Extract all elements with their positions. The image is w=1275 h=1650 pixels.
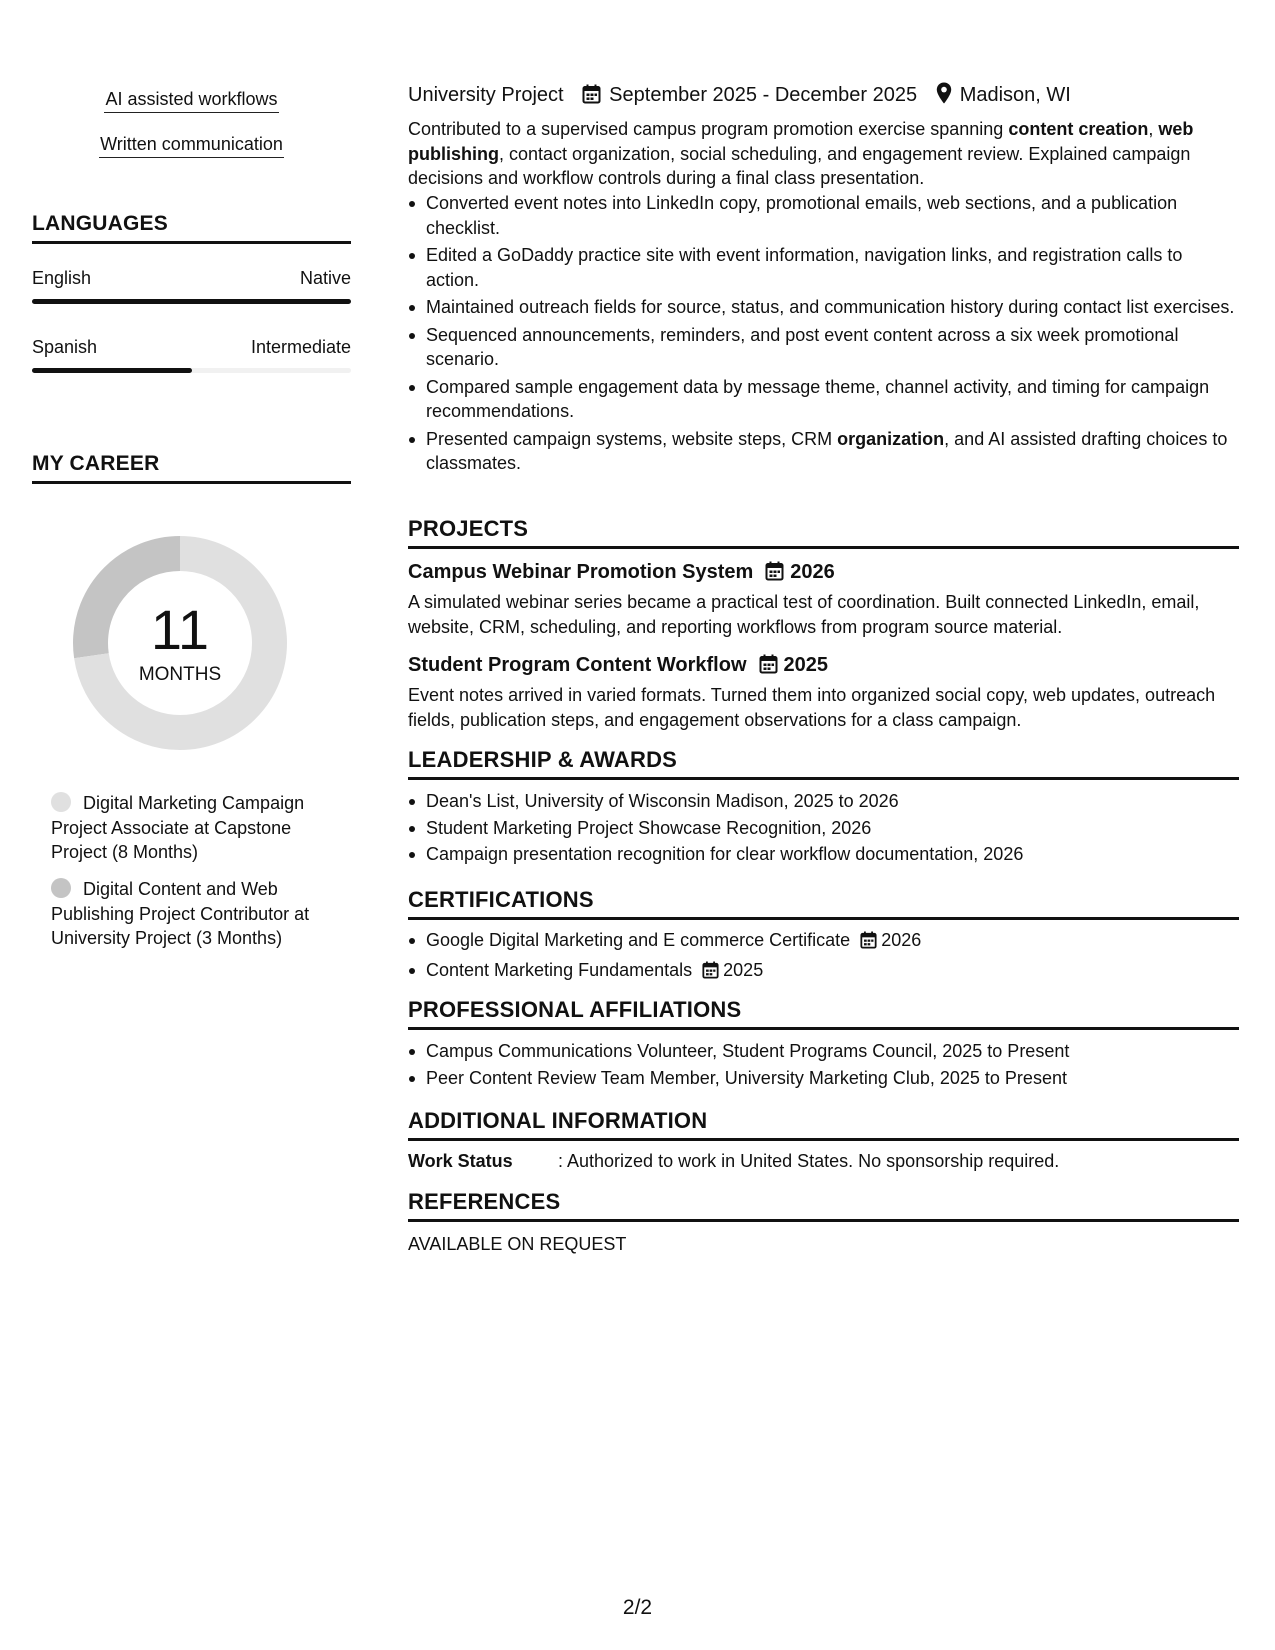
career-item — [51, 791, 341, 865]
additional-info-heading: ADDITIONAL INFORMATION — [408, 1108, 1239, 1141]
list-item — [408, 928, 1239, 956]
career-item — [51, 877, 341, 951]
list-item: Student Marketing Project Showcase Recognition, 2026 — [408, 816, 1239, 841]
calendar-icon — [702, 961, 719, 986]
language-row — [32, 337, 351, 359]
career-item-text: Digital Content and Web Publishing Project Contributor at University Project (3 Months) — [51, 879, 310, 948]
bullet-bold: organization — [837, 428, 945, 449]
experience-summary — [408, 117, 1239, 191]
references-heading: REFERENCES — [408, 1189, 1239, 1222]
career-item-text: Digital Marketing Campaign Project Associate at Capstone Project (8 Months) — [51, 793, 305, 862]
list-item: Dean's List, University of Wisconsin Madison, 2025 to 2026 — [408, 789, 1239, 814]
list-item — [408, 958, 1239, 986]
list-item: Campaign presentation recognition for clear workflow documentation, 2026 — [408, 842, 1239, 867]
list-item: Campus Communications Volunteer, Student Programs Council, 2025 to Present — [408, 1039, 1239, 1064]
list-item: Maintained outreach fields for source, status, and communication history during contact list exercises. — [408, 295, 1239, 320]
skill-label: Written communication — [99, 133, 284, 158]
list-item: Converted event notes into LinkedIn copy, promotional emails, web sections, and a publication checklist. — [408, 191, 1239, 240]
leadership-heading: LEADERSHIP & AWARDS — [408, 747, 1239, 780]
summary-bold: web publishing — [408, 119, 1194, 164]
project-year: 2025 — [783, 654, 829, 676]
references-text: AVAILABLE ON REQUEST — [408, 1234, 627, 1254]
experience-company: University Project — [408, 84, 564, 106]
projects-heading: PROJECTS — [408, 516, 1239, 549]
skill-label: AI assisted workflows — [104, 88, 278, 113]
certifications-heading: CERTIFICATIONS — [408, 887, 1239, 920]
career-total-unit: MONTHS — [138, 664, 222, 685]
project-year: 2026 — [790, 561, 835, 583]
work-status-row — [408, 1149, 1239, 1174]
summary-text: , — [1148, 119, 1159, 139]
experience-dates: September 2025 - December 2025 — [609, 84, 918, 106]
language-level: Intermediate — [250, 337, 351, 357]
project-title: Student Program Content Workflow — [408, 654, 747, 676]
cert-year: 2025 — [723, 959, 764, 980]
project-title-row — [408, 652, 1239, 681]
list-item: Sequenced announcements, reminders, and post event content across a six week promotional scenario. — [408, 323, 1239, 372]
page-number: 2/2 — [622, 1596, 653, 1619]
career-legend-dot — [51, 792, 71, 812]
calendar-icon — [765, 561, 784, 588]
cert-name: Content Marketing Fundamentals — [426, 959, 693, 980]
career-heading: MY CAREER — [32, 452, 351, 484]
cert-year: 2026 — [881, 930, 922, 950]
calendar-icon — [759, 654, 778, 681]
affiliations-heading: PROFESSIONAL AFFILIATIONS — [408, 997, 1239, 1030]
map-pin-icon — [936, 82, 952, 111]
summary-text: , contact organization, social scheduling, and engagement review. Explained campaign decisions and workflow controls during a final class presentation. — [408, 143, 1191, 188]
calendar-icon — [582, 84, 601, 111]
cert-name: Google Digital Marketing and E commerce Certificate — [426, 930, 851, 950]
language-row — [32, 268, 351, 290]
language-bar-fill — [32, 368, 192, 373]
list-item: Compared sample engagement data by message theme, channel activity, and timing for campaign recommendations. — [408, 375, 1239, 424]
language-bar-fill — [32, 299, 351, 304]
bullet-text: , and AI assisted drafting choices to classmates. — [426, 428, 1228, 473]
experience-bullets — [408, 191, 1239, 476]
language-bar — [32, 368, 351, 373]
list-item: Edited a GoDaddy practice site with event information, navigation links, and registration calls to action. — [408, 243, 1239, 292]
project-title: Campus Webinar Promotion System — [408, 561, 754, 583]
affiliations-list — [408, 1039, 1239, 1090]
list-item: Peer Content Review Team Member, University Marketing Club, 2025 to Present — [408, 1066, 1239, 1091]
career-legend-dot — [51, 878, 71, 898]
bullet-text: Presented campaign systems, website steps, CRM — [426, 428, 838, 449]
language-name: Spanish — [32, 337, 98, 357]
list-item — [408, 427, 1239, 476]
leadership-list — [408, 789, 1239, 867]
summary-text: Contributed to a supervised campus program promotion exercise spanning — [408, 119, 1009, 139]
experience-header — [408, 82, 1239, 111]
work-status-label: Work Status — [408, 1151, 513, 1171]
project-title-row — [408, 559, 1239, 588]
project-description: Event notes arrived in varied formats. Turned them into organized social copy, web updates, outreach fields, publication steps, and engagement observations for a class campaign. — [408, 685, 1216, 730]
experience-location: Madison, WI — [959, 84, 1071, 106]
certifications-list — [408, 928, 1239, 985]
career-total-number: 11 — [150, 598, 210, 661]
work-status-value: : Authorized to work in United States. No sponsorship required. — [558, 1151, 1060, 1171]
calendar-icon — [860, 931, 877, 956]
skill-item — [32, 88, 351, 113]
project-description: A simulated webinar series became a practical test of coordination. Built connected LinkedIn, email, website, CRM, scheduling, and reporting workflows from program source material. — [408, 592, 1200, 637]
summary-bold: content creation — [1008, 119, 1149, 139]
languages-heading: LANGUAGES — [32, 212, 351, 244]
skill-item — [32, 133, 351, 158]
language-level: Native — [299, 268, 351, 288]
language-name: English — [32, 268, 92, 288]
language-bar — [32, 299, 351, 304]
